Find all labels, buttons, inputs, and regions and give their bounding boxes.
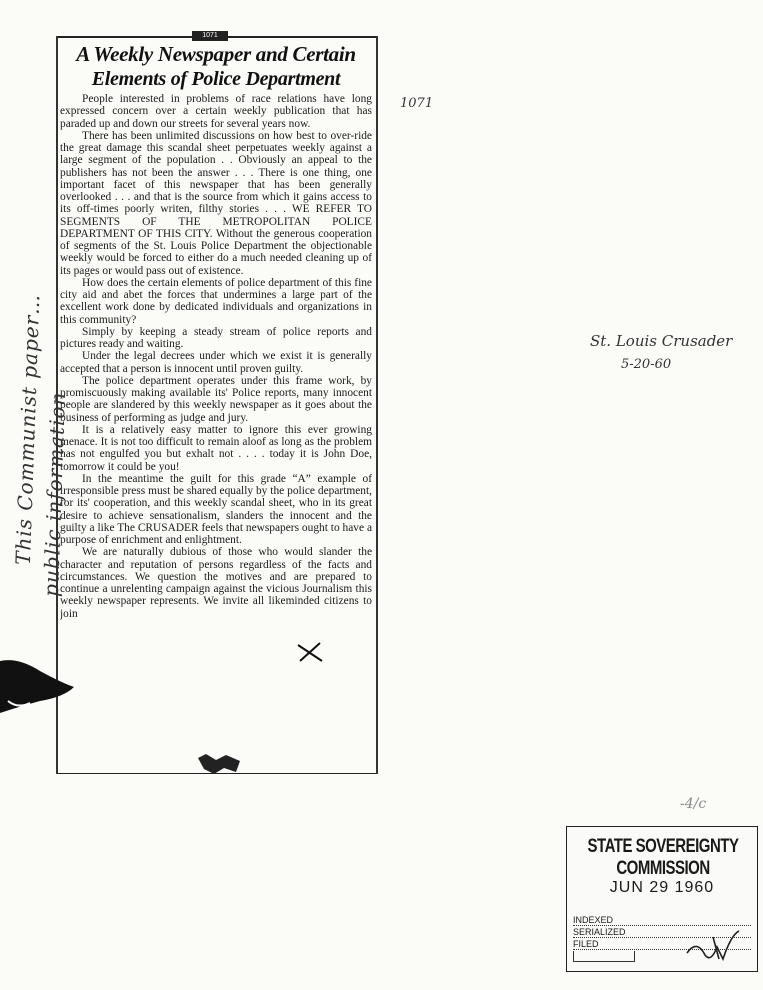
stamp-serialized: SERIALIZED bbox=[573, 927, 751, 938]
handwritten-margin-note: This Communist paper… bbox=[10, 293, 45, 566]
commission-stamp bbox=[566, 826, 758, 972]
handwritten-source: St. Louis Crusader bbox=[590, 332, 733, 350]
paragraph: Under the legal decrees under which we exist it is generally accepted that a person is innocent until proven guilty. bbox=[60, 350, 372, 375]
stamp-date: JUN 29 1960 bbox=[609, 879, 715, 896]
paragraph: We are naturally dubious of those who would slander the character and reputation of persons regardless of the facts and circumstances. We question the motives and are prepared to continue a unrelenting campaign against the vicious Journalism this weekly newspaper represents. We invite all likeminded citizens to join bbox=[60, 546, 372, 620]
paragraph: In the meantime the guilt for this grade “A” example of irresponsible press must be shared equally by the police department, for its' cooperation, and this weekly scandal sheet, who in its great desire to achieve sensationalism, slanders the innocent and the guilty a like The CRUSADER feels that newspapers ought to have a purpose of enrichment and enlightment. bbox=[60, 472, 372, 546]
clipping-tag: 1071 bbox=[192, 31, 228, 41]
ink-smudge bbox=[196, 752, 244, 776]
stamp-box bbox=[573, 951, 635, 962]
paragraph: There has been unlimited discussions on how best to over-ride the great damage this scandal sheet perpetuates weekly against a large segment of the population . . Obviously an appeal to the publishers has not been the answer . . . There is one thing, one important facet of this newspaper that has been generally overlooked . . . and that is the source from which it gains access to its off-times poorly writen, filthy stories . . . WE REFER TO SEGMENTS OF THE METROPOLITAN POLICE DEPARTMENT OF THIS CITY. Without the generous cooperation of segments of the St. Louis Police Department the objectionable weekly would be forced to either do a much needed cleaning up of its pages or would pass out of existence. bbox=[60, 129, 372, 277]
stamp-indexed: INDEXED bbox=[573, 915, 751, 926]
stamp-title: STATE SOVEREIGNTY COMMISSION bbox=[587, 835, 739, 880]
paragraph: People interested in problems of race relations have long expressed concern over a certain weekly publication that has paraded up and down our streets for several years now. bbox=[60, 93, 372, 130]
paragraph: Simply by keeping a steady stream of police reports and pictures ready and waiting. bbox=[60, 325, 372, 350]
article-body bbox=[60, 93, 372, 769]
initials-signature bbox=[683, 929, 743, 963]
handwritten-margin-note-2: public information bbox=[38, 391, 71, 598]
handwritten-date: 5-20-60 bbox=[621, 357, 672, 372]
paragraph: It is a relatively easy matter to ignore this ever growing menace. It is not too difficult to remain aloof as long as the problem has not engulfed you but exhalt not . . . . today it is John Doe, tomorrow it could be you! bbox=[60, 423, 372, 473]
stamp-filed: FILED bbox=[573, 939, 751, 950]
paragraph: The police department operates under this frame work, by promiscuously making available its' Police reports, many innocent people are slandered by this weekly newspaper as it goes about the business of performing as judge and jury. bbox=[60, 374, 372, 424]
pen-mark bbox=[296, 641, 326, 665]
handwritten-mark: -4/c bbox=[680, 796, 707, 812]
headline-line-2: Elements of Police Department bbox=[91, 68, 341, 90]
paragraph: How does the certain elements of police department of this fine city aid and abet the forces that undermines a large part of the excellent work done by dedicated individuals and organizations in this community? bbox=[60, 276, 372, 326]
handwritten-scribble: 1071 bbox=[400, 96, 434, 111]
headline-line-1: A Weekly Newspaper and Certain bbox=[76, 42, 356, 66]
punch-hole-blot bbox=[0, 657, 80, 715]
